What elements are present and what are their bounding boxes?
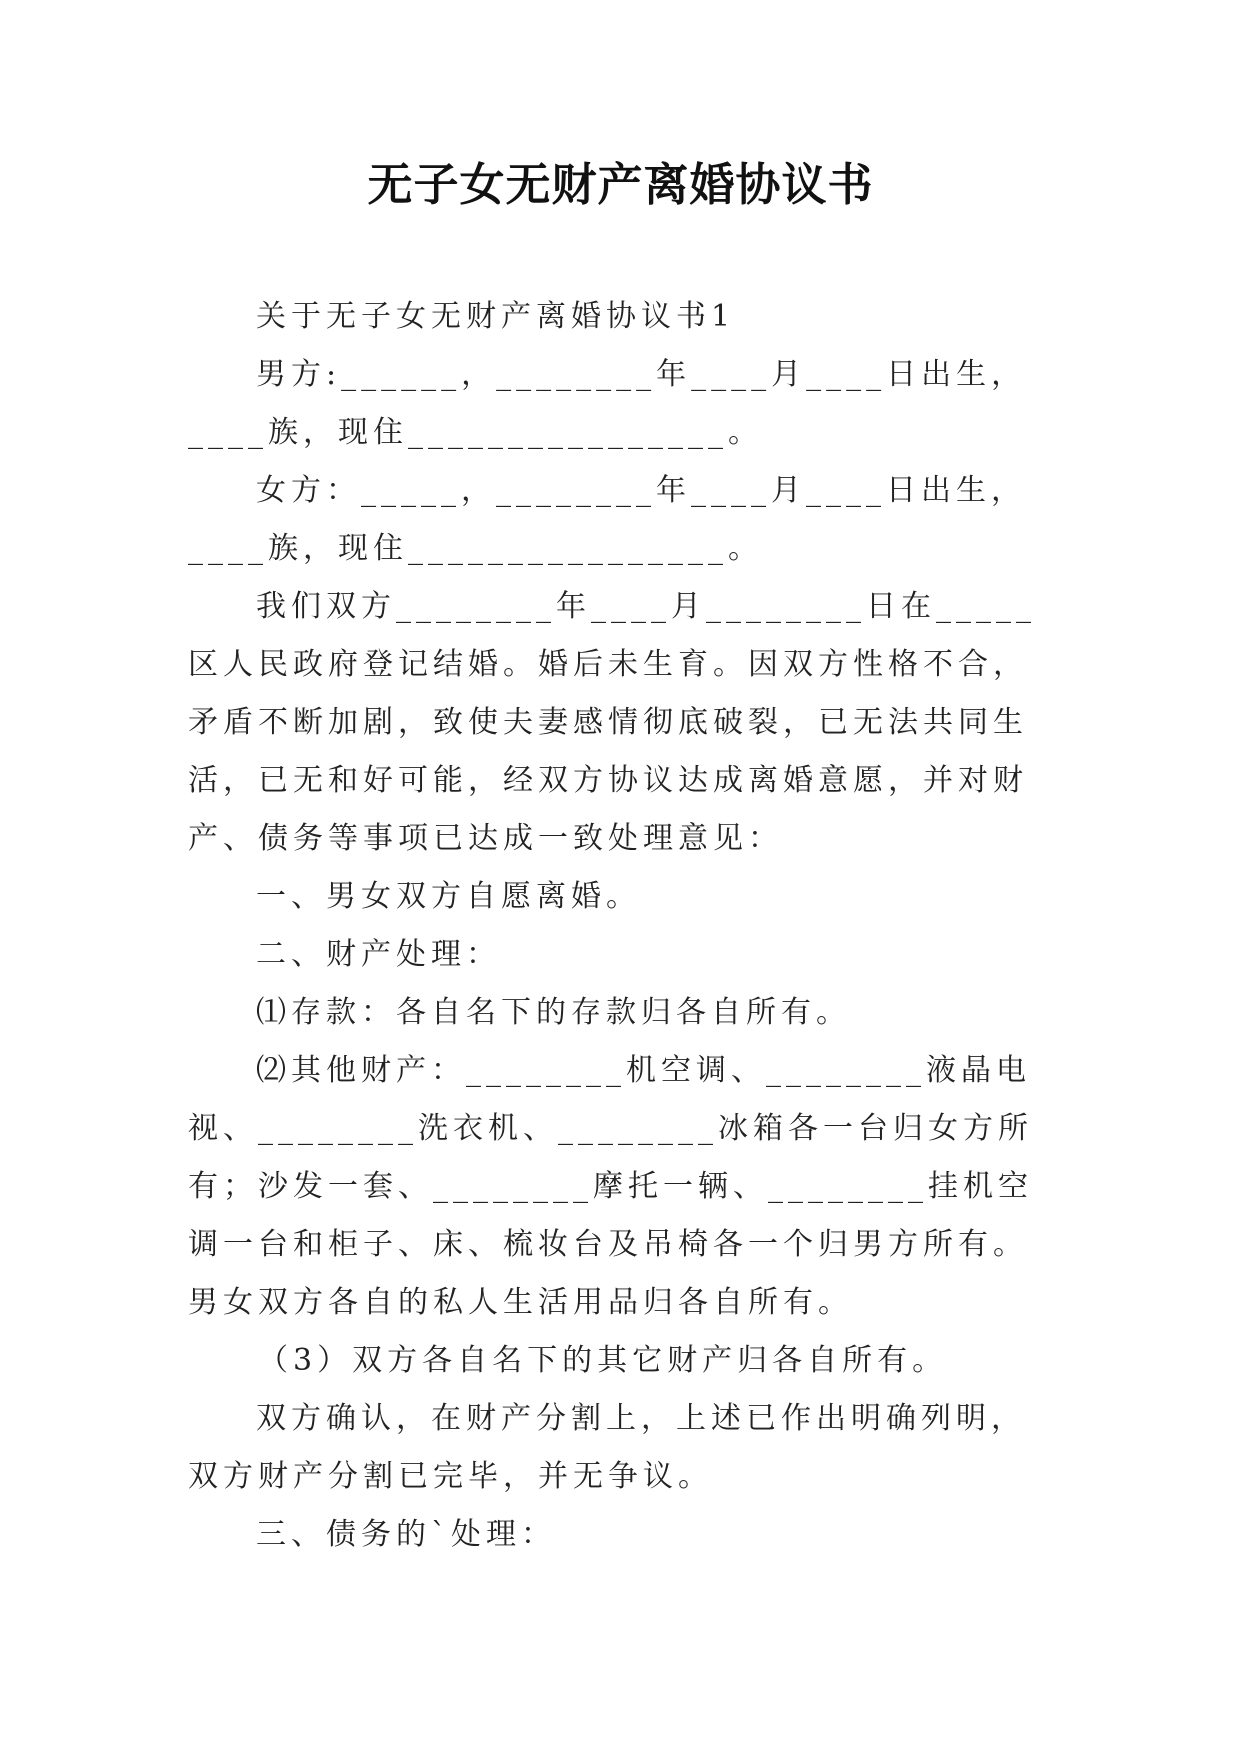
paragraph-confirmation: 双方确认，在财产分割上，上述已作出明确列明，双方财产分割已完毕，并无争议。 [188, 1401, 1026, 1494]
document-body [188, 288, 1048, 1564]
paragraph-heading: 关于无子女无财产离婚协议书1 [256, 299, 736, 334]
paragraph-clause-3: 三、债务的`处理： [256, 1517, 556, 1552]
paragraph-male-party: 男方:______，________年____月____日出生，____族，现住________________。 [188, 357, 1027, 450]
paragraph-deposits: ⑴存款：各自名下的存款归各自所有。 [256, 995, 851, 1030]
paragraph-other-assets: （3）双方各自名下的其它财产归各自所有。 [258, 1343, 948, 1378]
paragraph-clause-2: 二、财产处理： [256, 937, 501, 972]
paragraph-marriage-statement: 我们双方________年____月________日在_____区人民政府登记结婚。婚后未生育。因双方性格不合，矛盾不断加剧，致使夫妻感情彻底破裂，已无法共同生活，已无和好可能，经双方协议达成离婚意愿，并对财产、债务等事项已达成一致处理意见： [188, 589, 1036, 856]
paragraph-other-property: ⑵其他财产：________机空调、________液晶电视、________洗衣机、________冰箱各一台归女方所有；沙发一套、________摩托一辆、________挂机空调一台和柜子、床、梳妆台及吊椅各一个归男方所有。男女双方各自的私人生活用品归各自所有。 [188, 1053, 1033, 1320]
paragraph-clause-1: 一、男女双方自愿离婚。 [256, 879, 641, 914]
paragraph-female-party: 女方：_____，________年____月____日出生，____族，现住________________。 [188, 473, 1026, 566]
document-title: 无子女无财产离婚协议书 [367, 158, 874, 211]
